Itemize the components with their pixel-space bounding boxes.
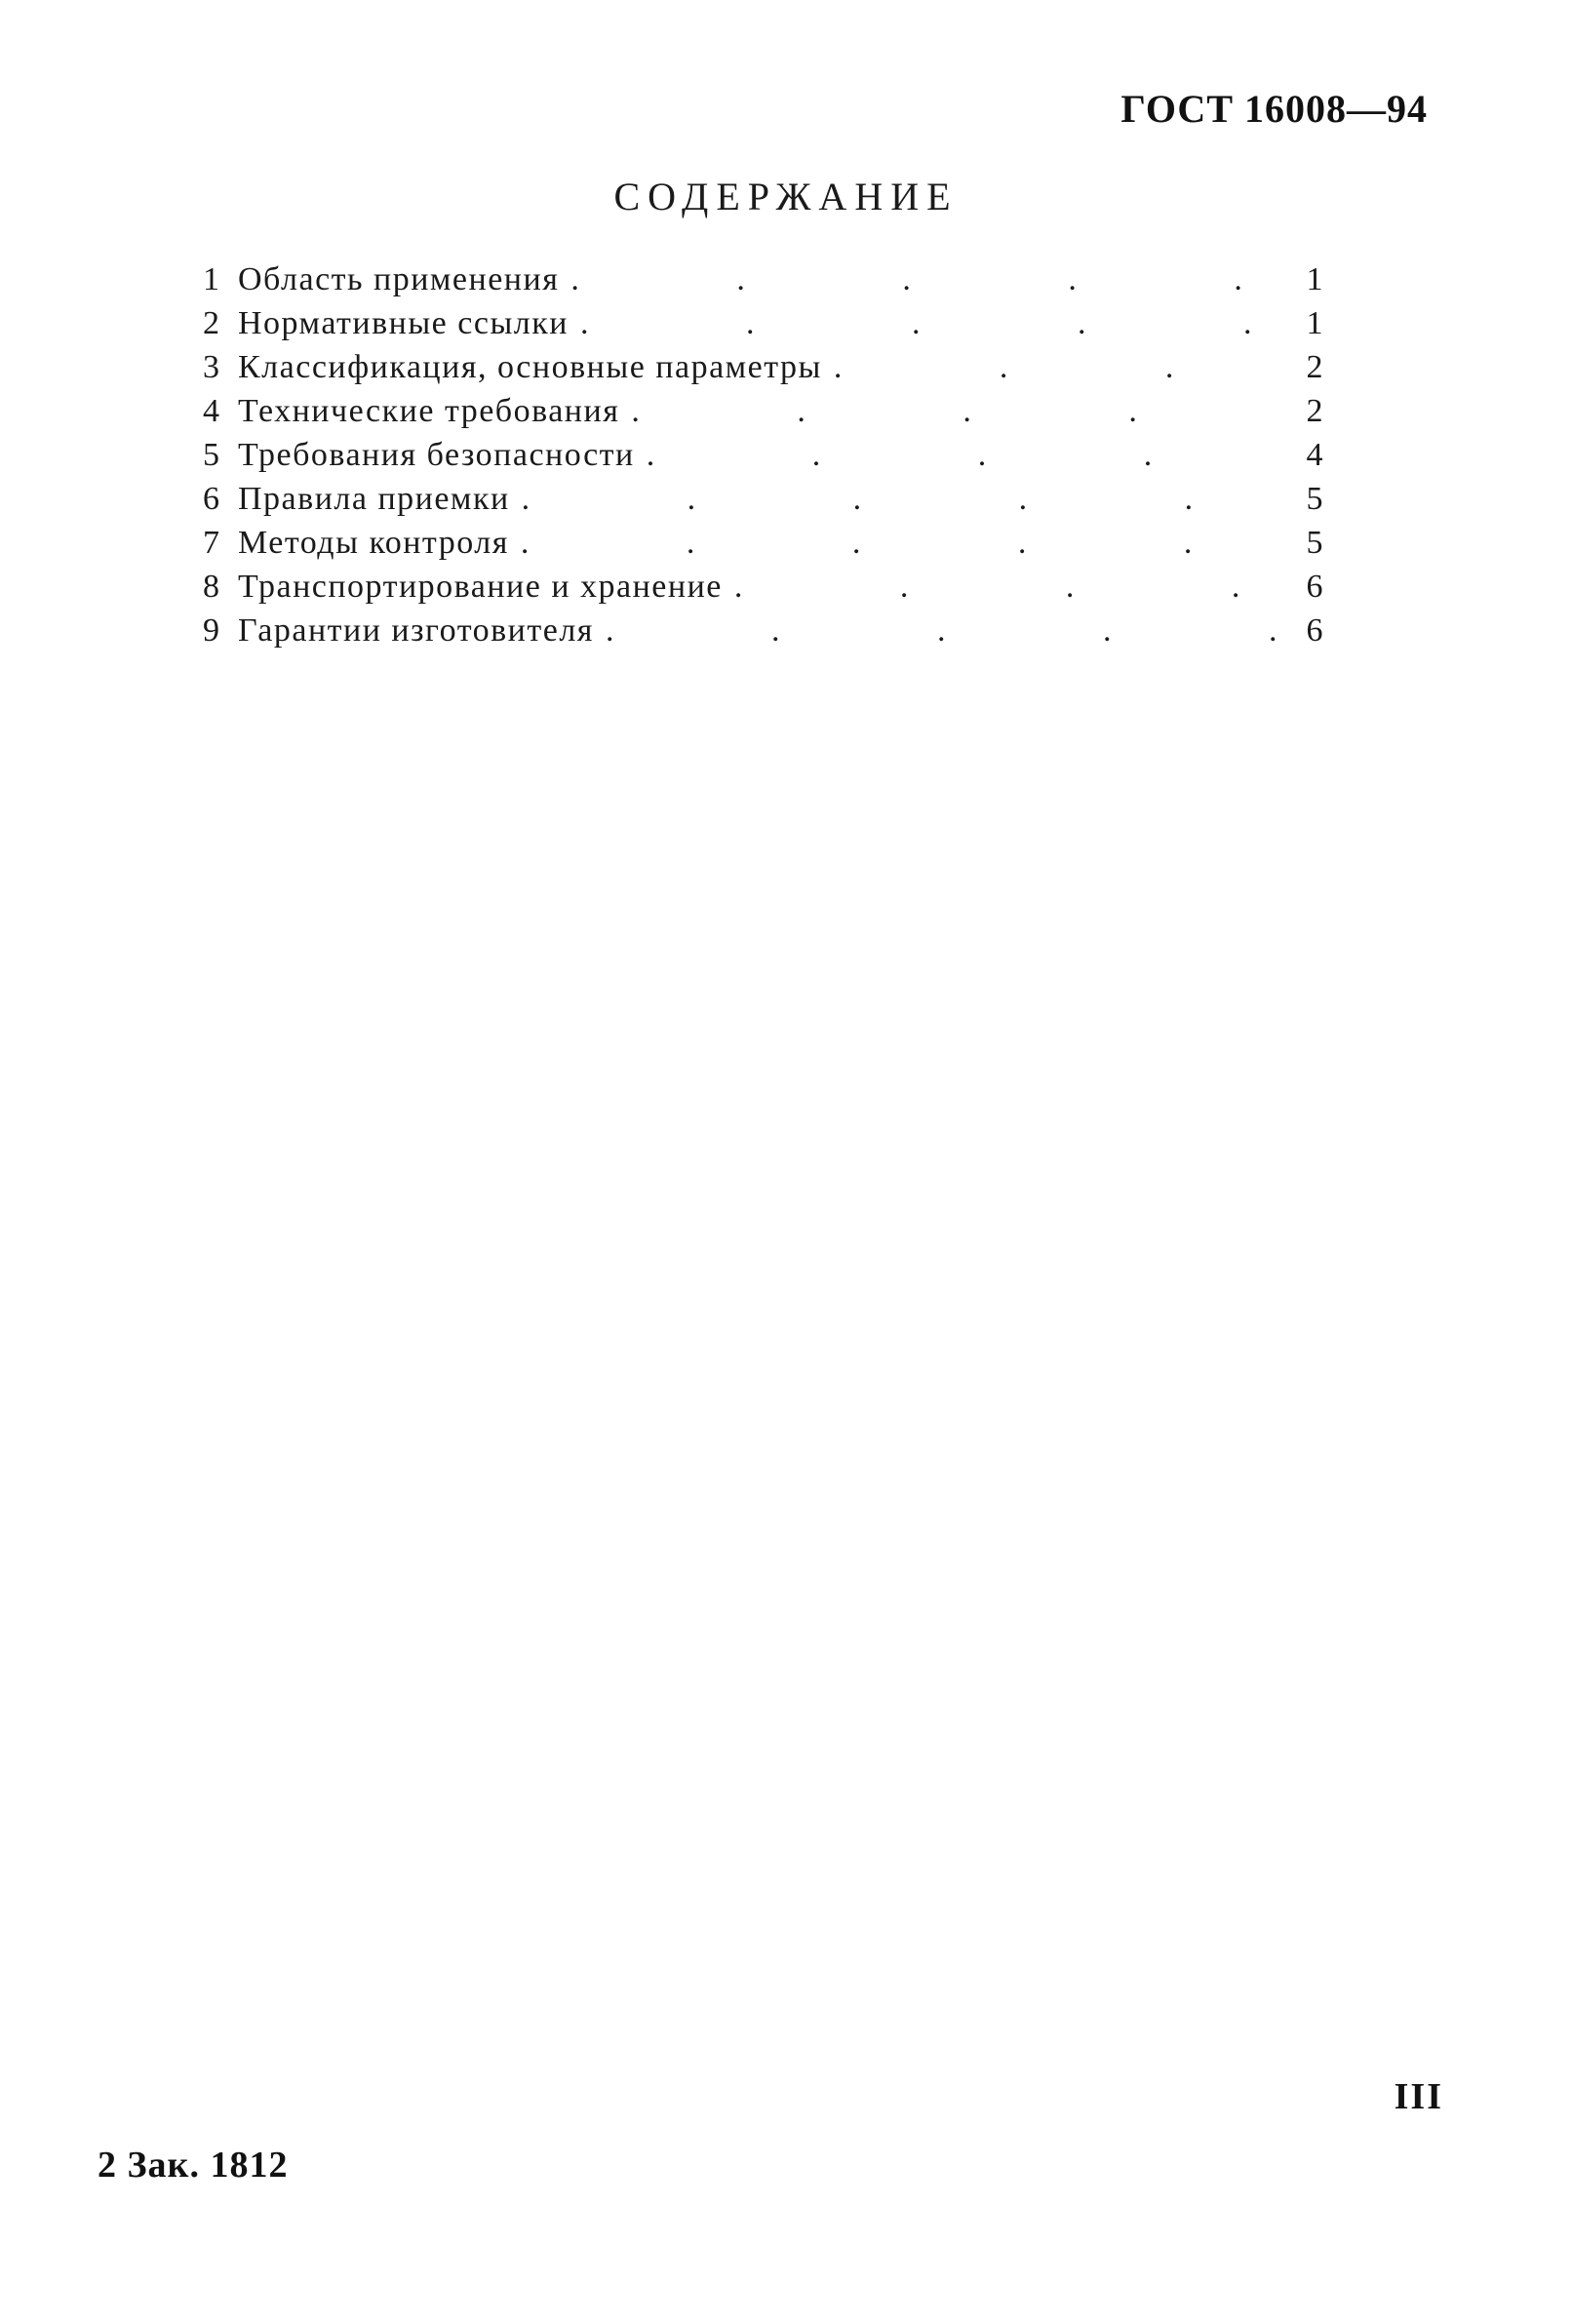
toc-leader-dots xyxy=(734,569,1281,606)
toc-entry-number: 6 xyxy=(203,481,221,517)
toc-entry-title: Транспортирование и хранение xyxy=(238,569,723,605)
toc-entry-title: Область применения xyxy=(238,261,560,297)
toc-entry-page: 4 xyxy=(1306,437,1324,473)
toc-leader-dots xyxy=(570,261,1281,298)
toc-entry-number: 9 xyxy=(203,612,221,649)
toc-entry-title: Нормативные ссылки xyxy=(238,305,569,341)
page-number: III xyxy=(1394,2076,1443,2117)
toc-entry-page: 5 xyxy=(1306,525,1324,561)
toc-entry[interactable] xyxy=(203,437,1324,481)
toc-entry-number: 2 xyxy=(203,305,221,341)
toc-entry[interactable] xyxy=(203,525,1324,569)
toc-entry-number: 4 xyxy=(203,393,221,429)
toc-entry-number: 8 xyxy=(203,569,221,605)
toc-entry-page: 5 xyxy=(1306,481,1324,517)
table-of-contents xyxy=(203,261,1324,656)
toc-entry-page: 1 xyxy=(1306,261,1324,297)
toc-entry-title: Технические требования xyxy=(238,393,620,429)
toc-entry-page: 2 xyxy=(1306,349,1324,385)
toc-entry-number: 3 xyxy=(203,349,221,385)
toc-entry[interactable] xyxy=(203,612,1324,656)
toc-entry[interactable] xyxy=(203,393,1324,437)
toc-entry[interactable] xyxy=(203,481,1324,525)
toc-heading: СОДЕРЖАНИЕ xyxy=(613,175,959,218)
document-code: ГОСТ 16008—94 xyxy=(1120,87,1428,131)
toc-leader-dots xyxy=(834,349,1281,386)
toc-entry-page: 6 xyxy=(1306,569,1324,605)
toc-leader-dots xyxy=(606,612,1281,650)
toc-entry[interactable] xyxy=(203,305,1324,349)
toc-leader-dots xyxy=(522,481,1281,518)
print-order-number: 2 Зак. 1812 xyxy=(98,2145,289,2186)
toc-entry-title: Требования безопасности xyxy=(238,437,635,473)
toc-entry-number: 7 xyxy=(203,525,221,561)
toc-leader-dots xyxy=(631,393,1281,430)
toc-entry[interactable] xyxy=(203,349,1324,393)
toc-entry-title: Методы контроля xyxy=(238,525,509,561)
toc-entry-title: Классификация, основные параметры xyxy=(238,349,822,385)
toc-entry-page: 2 xyxy=(1306,393,1324,429)
toc-entry[interactable] xyxy=(203,261,1324,305)
toc-entry-title: Правила приемки xyxy=(238,481,510,517)
toc-entry[interactable] xyxy=(203,569,1324,612)
toc-entry-number: 1 xyxy=(203,261,221,297)
toc-entry-page: 1 xyxy=(1306,305,1324,341)
toc-leader-dots xyxy=(521,525,1281,562)
toc-entry-page: 6 xyxy=(1306,612,1324,649)
toc-entry-number: 5 xyxy=(203,437,221,473)
toc-leader-dots xyxy=(580,305,1281,342)
toc-leader-dots xyxy=(647,437,1281,474)
toc-entry-title: Гарантии изготовителя xyxy=(238,612,594,649)
